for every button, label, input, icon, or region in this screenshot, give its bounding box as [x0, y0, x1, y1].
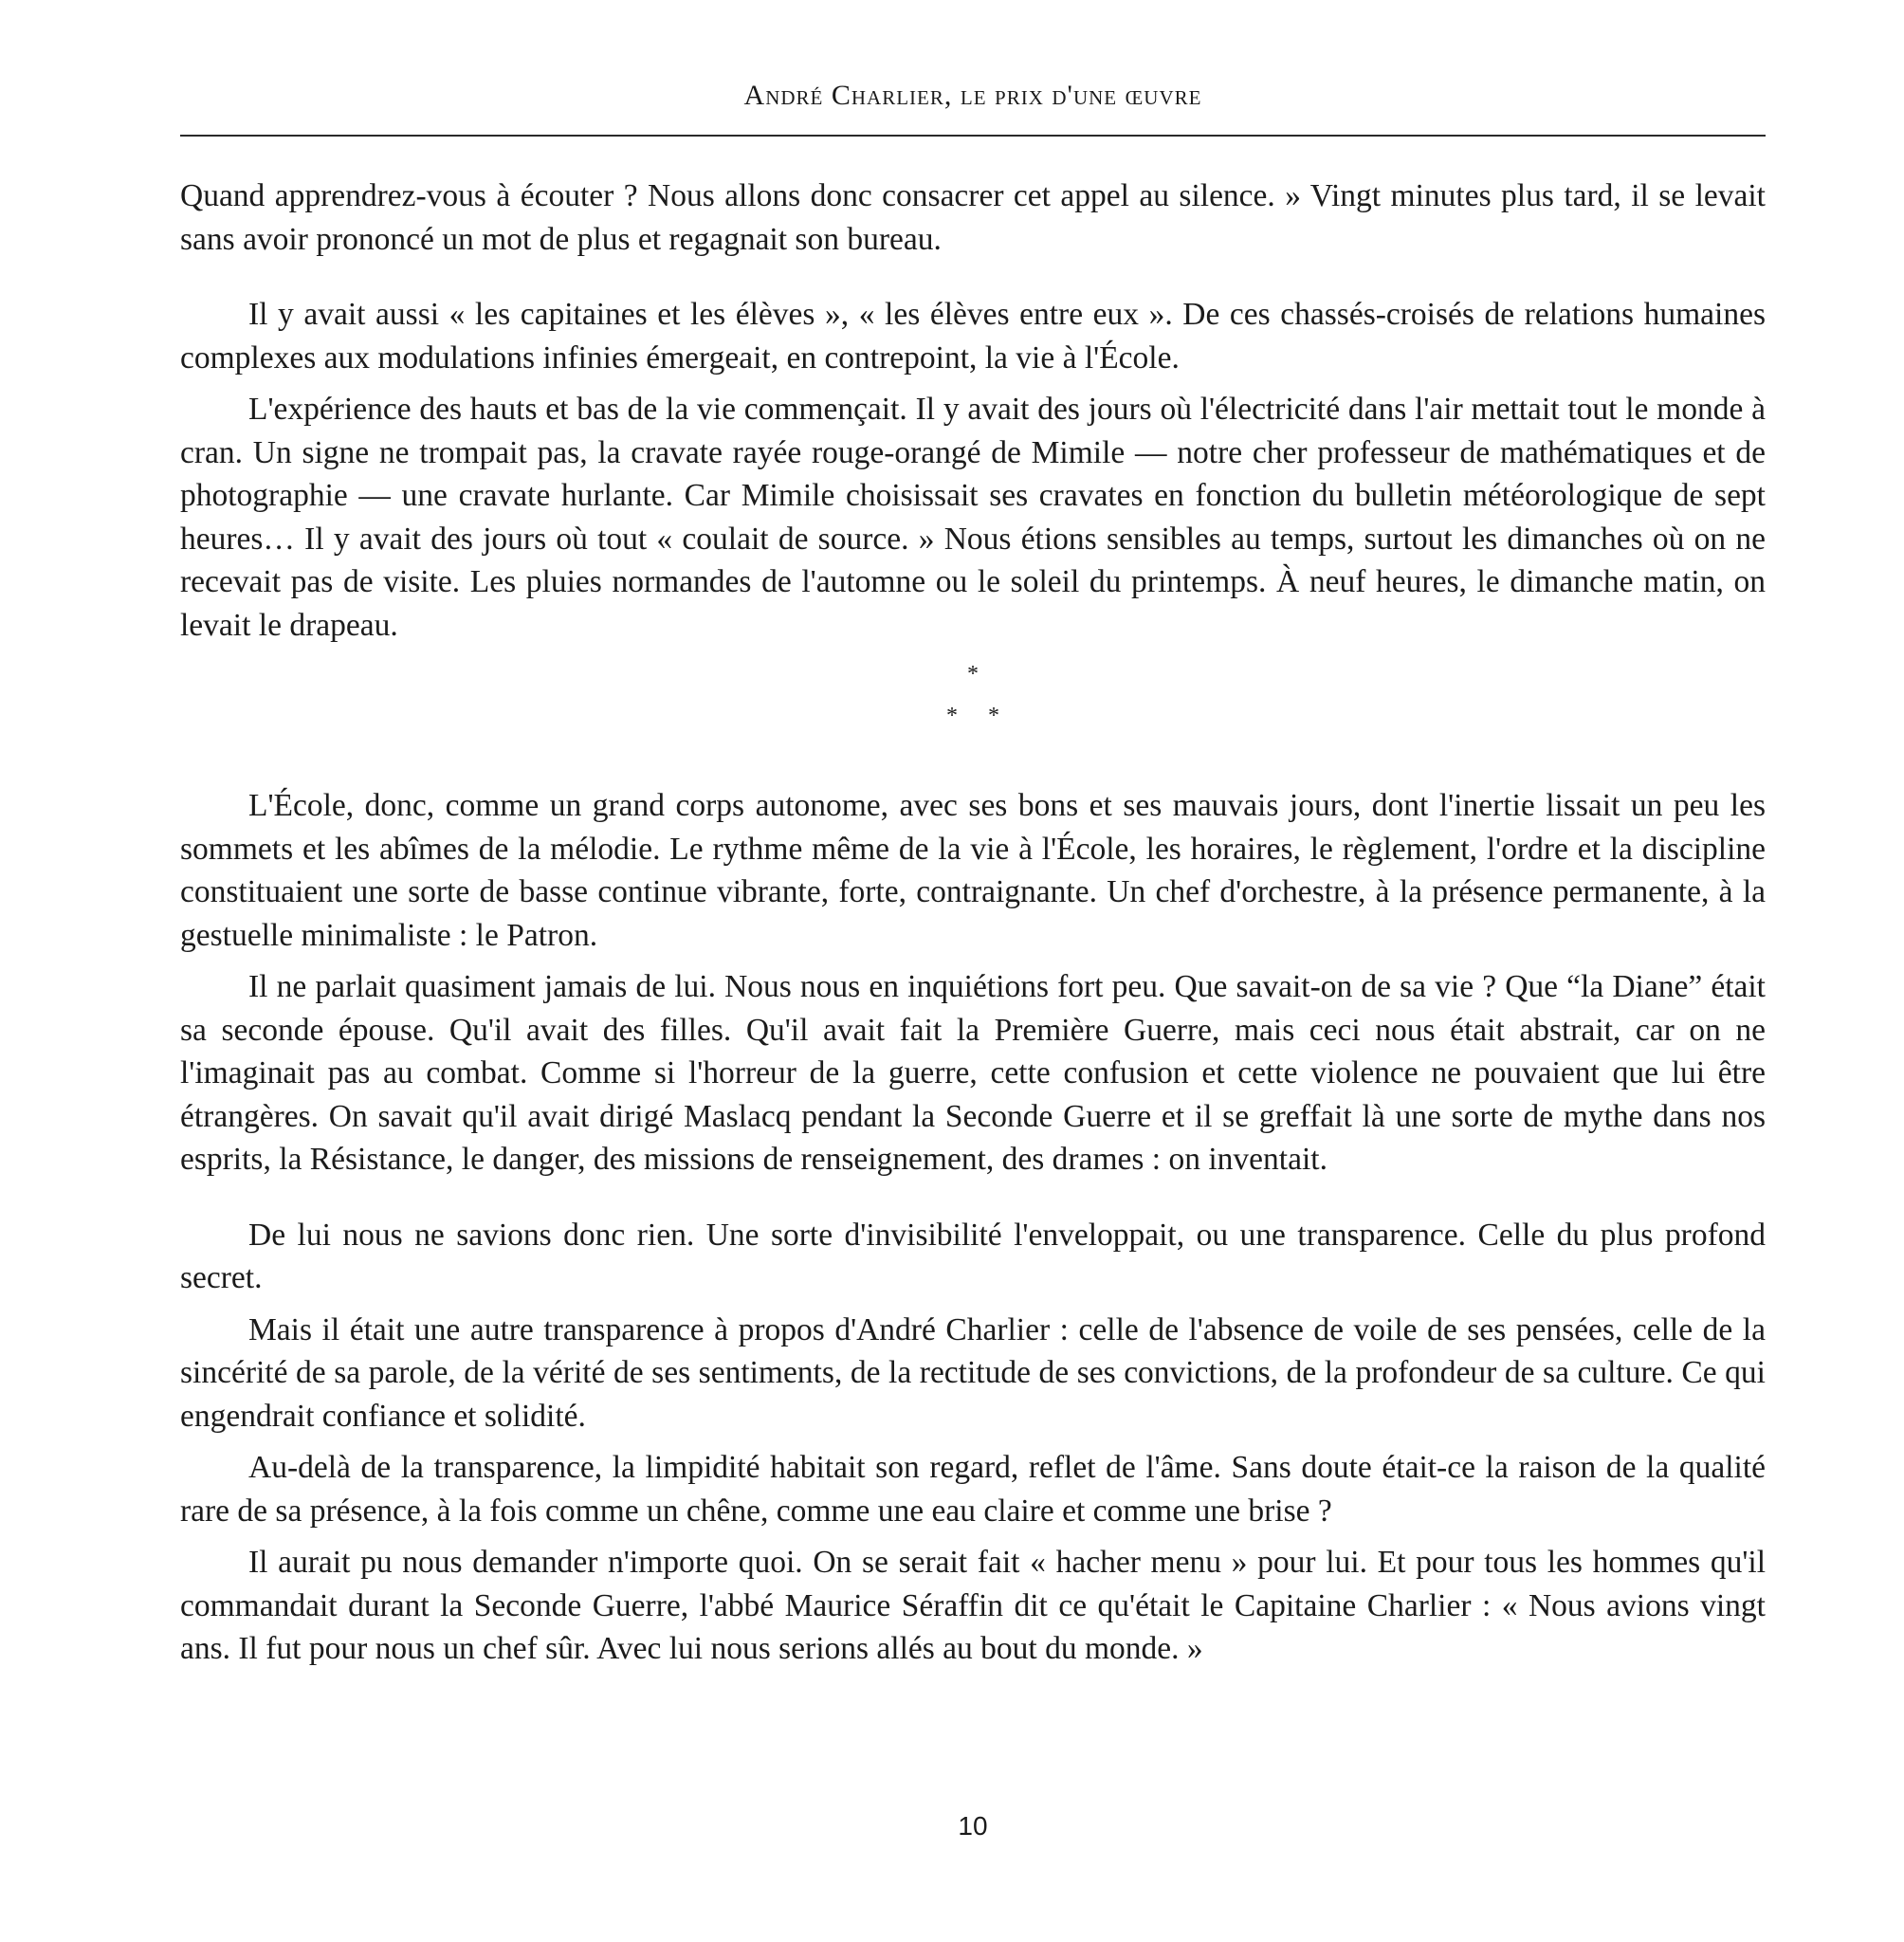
- asterism-star: *: [988, 704, 999, 728]
- asterism-separator: [180, 655, 1766, 739]
- paragraph-5: Il ne parlait quasiment jamais de lui. Nous nous en inquiétions fort peu. Que savait-on de sa vie ? Que “la Diane” était sa seconde épouse. Qu'il avait des filles. Qu'il avait fait la Première Guerre, mais ceci nous était abstrait, car on ne l'imaginait pas au combat. Comme si l'horreur de la guerre, cette confusion et cette violence ne pouvaient que lui être étrangères. On savait qu'il avait dirigé Maslacq pendant la Seconde Guerre et il se greffait là une sorte de mythe dans nos esprits, la Résistance, le danger, des missions de renseignement, des drames : on inventait.: [180, 969, 1766, 1177]
- paragraph-7: Mais il était une autre transparence à propos d'André Charlier : celle de l'absence de voile de ses pensées, celle de la sincérité de sa parole, de la vérité de ses sentiments, de la rectitude de ses convictions, de la profondeur de sa culture. Ce qui engendrait confiance et solidité.: [180, 1311, 1766, 1434]
- page-number: 10: [958, 1811, 988, 1841]
- running-title: André Charlier, le prix d'une œuvre: [743, 80, 1202, 111]
- asterism-star: *: [946, 704, 958, 728]
- paragraph-3: L'expérience des hauts et bas de la vie commençait. Il y avait des jours où l'électricité dans l'air mettait tout le monde à cran. Un signe ne trompait pas, la cravate rayée rouge-orangé de Mimile — notre cher professeur de mathématiques et de photographie — une cravate hurlante. Car Mimile choisissait ses cravates en fonction du bulletin météorologique de sept heures… Il y avait des jours où tout « coulait de source. » Nous étions sensibles au temps, surtout les dimanches où on ne recevait pas de visite. Les pluies normandes de l'automne ou le soleil du printemps. À neuf heures, le dimanche matin, on levait le drapeau.: [180, 392, 1766, 643]
- paragraph-9: Il aurait pu nous demander n'importe quoi. On se serait fait « hacher menu » pour lui. Et pour tous les hommes qu'il commandait durant la Seconde Guerre, l'abbé Maurice Séraffin dit ce qu'était le Capitaine Charlier : « Nous avions vingt ans. Il fut pour nous un chef sûr. Avec lui nous serions allés au bout du monde. »: [180, 1545, 1766, 1666]
- paragraph-4: L'École, donc, comme un grand corps autonome, avec ses bons et ses mauvais jours, dont l'inertie lissait un peu les sommets et les abîmes de la mélodie. Le rythme même de la vie à l'École, les horaires, le règlement, l'ordre et la discipline constituaient une sorte de basse continue vibrante, forte, contraignante. Un chef d'orchestre, à la présence permanente, à la gestuelle minimaliste : le Patron.: [180, 788, 1766, 953]
- paragraph-8: Au-delà de la transparence, la limpidité habitait son regard, reflet de l'âme. Sans doute était-ce la raison de la qualité rare de sa présence, à la fois comme un chêne, comme une eau claire et comme une brise ?: [180, 1450, 1766, 1529]
- paragraph-2: Il y avait aussi « les capitaines et les élèves », « les élèves entre eux ». De ces chassés-croisés de relations humaines complexes aux modulations infinies émergeait, en contrepoint, la vie à l'École.: [180, 297, 1766, 376]
- header-rule: [180, 135, 1766, 137]
- page-body: [180, 174, 1766, 1679]
- asterism-star: *: [967, 662, 979, 687]
- paragraph-6: De lui nous ne savions donc rien. Une sorte d'invisibilité l'enveloppait, ou une transparence. Celle du plus profond secret.: [180, 1217, 1766, 1295]
- paragraph-1: Quand apprendrez-vous à écouter ? Nous allons donc consacrer cet appel au silence. » Vingt minutes plus tard, il se levait sans avoir prononcé un mot de plus et regagnait son bureau.: [180, 178, 1766, 257]
